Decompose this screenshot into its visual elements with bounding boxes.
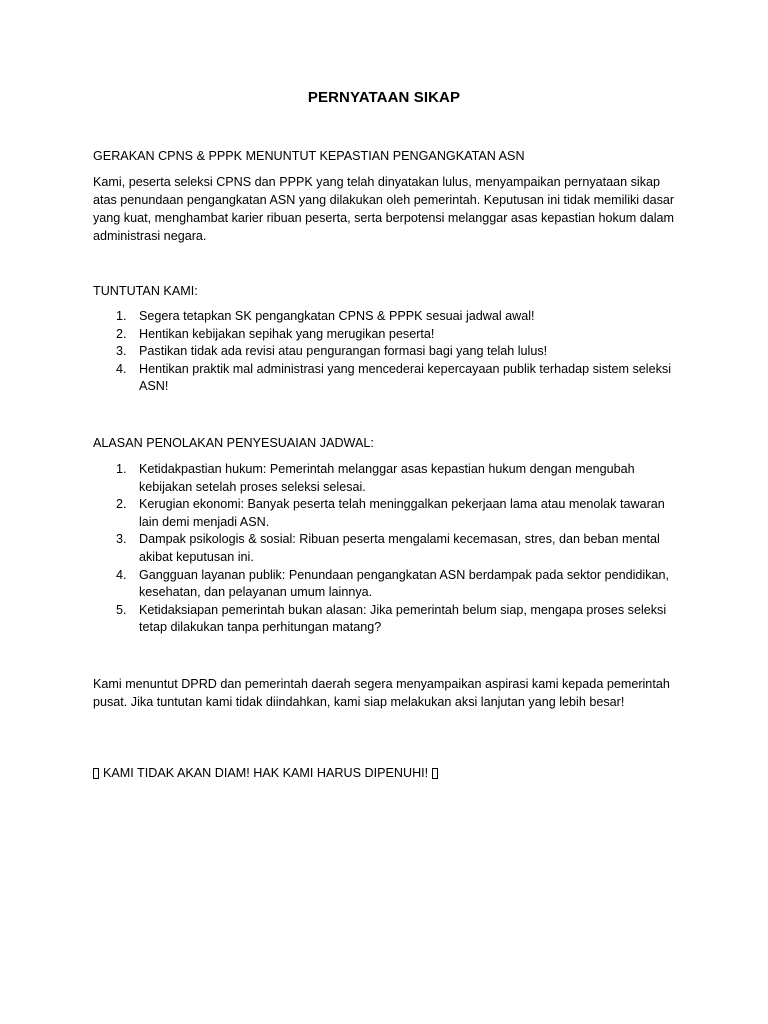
demands-list bbox=[93, 308, 679, 396]
closing-statement bbox=[93, 764, 438, 782]
list-item-number: 4. bbox=[116, 361, 127, 376]
closing-text: KAMI TIDAK AKAN DIAM! HAK KAMI HARUS DIPENUHI! bbox=[103, 766, 429, 780]
reasons-list bbox=[93, 461, 679, 637]
list-item-text: Hentikan praktik mal administrasi yang mencederai kepercayaan publik terhadap sistem seleksi ASN! bbox=[139, 361, 671, 394]
list-item-number: 4. bbox=[116, 567, 127, 582]
list-item-text: Kerugian ekonomi: Banyak peserta telah meninggalkan pekerjaan lama atau menolak tawaran lain demi menjadi ASN. bbox=[139, 497, 665, 529]
list-item-number: 1. bbox=[116, 462, 127, 476]
list-item bbox=[93, 308, 679, 326]
list-item bbox=[93, 461, 679, 496]
list-item bbox=[93, 361, 679, 396]
list-item-number: 2. bbox=[116, 326, 127, 341]
document-title: PERNYATAAN SIKAP bbox=[307, 89, 461, 106]
list-item bbox=[93, 326, 679, 344]
document-subtitle: GERAKAN CPNS & PPPK MENUNTUT KEPASTIAN PENGANGKATAN ASN bbox=[93, 149, 525, 163]
list-item-number: 1. bbox=[116, 309, 127, 323]
list-item-text: Ketidaksiapan pemerintah bukan alasan: Jika pemerintah belum siap, mengapa proses seleksi tetap dilakukan tanpa perhitungan matang? bbox=[139, 602, 667, 635]
list-item-text: Dampak psikologis & sosial: Ribuan peserta mengalami kecemasan, stres, dan beban mental akibat keputusan ini. bbox=[139, 532, 660, 564]
list-item bbox=[93, 531, 679, 566]
list-item-number: 3. bbox=[116, 344, 127, 359]
intro-paragraph: Kami, peserta seleksi CPNS dan PPPK yang telah dinyatakan lulus, menyampaikan pernyataan sikap atas penundaan pengangkatan ASN yang dilakukan oleh pemerintah. Keputusan ini tidak memiliki dasar yang kuat, menghambat karier ribuan peserta, serta berpotensi melanggar asas kepastian hokum dalam administrasi negara. bbox=[93, 175, 675, 243]
missing-glyph-box-icon bbox=[93, 768, 99, 779]
list-item-text: Segera tetapkan SK pengangkatan CPNS & PPPK sesuai jadwal awal! bbox=[139, 309, 535, 323]
list-item-text: Pastikan tidak ada revisi atau pengurangan formasi bagi yang telah lulus! bbox=[139, 344, 548, 359]
conclusion-paragraph: Kami menuntut DPRD dan pemerintah daerah segera menyampaikan aspirasi kami kepada pemerintah pusat. Jika tuntutan kami tidak diindahkan, kami siap melakukan aksi lanjutan yang lebih besar! bbox=[93, 677, 670, 709]
reasons-heading: ALASAN PENOLAKAN PENYESUAIAN JADWAL: bbox=[93, 436, 374, 450]
list-item bbox=[93, 343, 679, 361]
missing-glyph-box-icon bbox=[432, 768, 438, 779]
list-item-text: Ketidakpastian hukum: Pemerintah melanggar asas kepastian hukum dengan mengubah kebijakan setelah proses seleksi selesai. bbox=[139, 462, 635, 494]
list-item bbox=[93, 602, 679, 637]
list-item-text: Hentikan kebijakan sepihak yang merugikan peserta! bbox=[139, 326, 435, 341]
list-item-text: Gangguan layanan publik: Penundaan pengangkatan ASN berdampak pada sektor pendidikan, kesehatan, dan pelayanan umum lainnya. bbox=[139, 567, 670, 600]
list-item-number: 3. bbox=[116, 532, 127, 547]
list-item bbox=[93, 567, 679, 602]
list-item-number: 5. bbox=[116, 602, 127, 617]
demands-heading: TUNTUTAN KAMI: bbox=[93, 284, 198, 298]
list-item bbox=[93, 496, 679, 531]
list-item-number: 2. bbox=[116, 497, 127, 512]
